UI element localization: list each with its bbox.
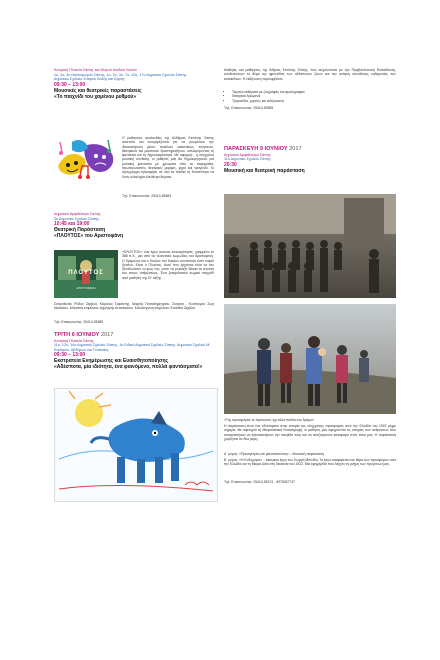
event-title: Εκστρατεία Ενημέρωσης και Ευαισθητοποίησης [54, 358, 169, 365]
date-year: 2017 [100, 332, 114, 338]
event-time: 09:30 – 13:00 [54, 81, 86, 88]
activity-list [224, 90, 402, 103]
event-description: Ο μαθητικός ακολουθίες της Α/Αθμιας Εκπ/σης Σάπης ανιστούν και συνεργάζονται για να γνωρίσουν την ιδεοκατόρυση μέσω ποικίλων εικαστικών, κινητικών, θεατρικών και μουσικών δραστηριοτήτων, καλλιεργώντας τη φαντασία και τη δημιουργικότητα. Με αφορμή... η σύγχρονη μουσική σύνθεση, οι μαθητές μας θα δημιουργήσουν μια μουσική φαντασία με χρώματα από τα παραμύθια, πρωταγωνιστές, θεατρικές μορφές, χορό και τραγούδι. Το πρόγραμμα προσφέρει σε όλα τα παιδιά τη δυνατότητα να δουν ολόκληρα ελεύθερα θέματα. [122, 136, 214, 179]
contact-phone: Τηλ. Επικοινωνίας: 25410-55385 [54, 320, 104, 324]
event-time: 20:30 [224, 161, 237, 168]
program-page [46, 66, 398, 596]
venue: Κεντρική Πλατεία Σάπης και Θερινό παιδικό Λυκείο [54, 68, 137, 72]
child-drawing-dog [54, 388, 218, 502]
historical-refugee-photo [224, 194, 396, 298]
event-date [224, 146, 396, 153]
plutus-poster [54, 250, 118, 298]
event-block-tuesday [54, 332, 216, 370]
activity-item: • Θεατρικά δρώμενα [232, 94, 402, 98]
contact-phone: Τηλ. Επικοινωνίας: 25410-55383 [122, 194, 172, 198]
activity-item: • Ταμπλό εκθέματα με ζωγραφιές και φωτογραφίες [232, 90, 402, 94]
event-date [54, 332, 216, 339]
date-day: ΤΡΙΤΗ 6 ΙΟΥΝΙΟΥ [54, 332, 100, 338]
photo-caption: «Της προσφυγιάς το πρόσωπο: όχι άλλα παιδιά στο δρόμο» [224, 418, 315, 422]
credits: Σκηνοθεσία: Ρόδος Ζερβού, Κάρολος Σαράντης, Νεφέλη Παπαδημητρίου. Σκηνικά - Κοστούμια: Ζωή Νικολάου. Μουσική επιμέλεια: Δημήτρης Αναστασίου. Καλλιτεχνική επιμέλεια: Ευανθία Ζερβού. [54, 302, 214, 311]
event-block-plutus [54, 212, 216, 239]
schools: 11ο, 12ο, 14ο Δημοτικό Σχολείο Σάπης, 1ο Ειδικό Δημοτικό Σχολείο Σάπης, Δημοτικό Σχολείο Μ. Ευμάρου, Αβδήρων και Γενισαίας [54, 343, 211, 352]
event-description: «ΠΛΟΥΤΟΣ»: ένα έργο αιώνιας επικαιρότητας, γραμμένο το 388 π.Χ., μία από τις τελευταίες κωμωδίες του Αριστοφάνη. Ο Χρεμύλος και ο δούλος του Καρίων συναντούν έναν τυφλό ζητιάνο. Είναι ο Πλούτος. Αυτό που έρχονται είναι να του ξαναδώσουν το φως του, ώστε να μοιράζει δίκαια τα πλούτη του στους ανθρώπους. Ένα ξεκαρδιστικό κωμικό παιχνίδι από μαθητές της Στ' τάξης. [122, 250, 214, 280]
event-subtitle: «ΠΛΟΥΤΟΣ» του Αριστοφάνη [54, 233, 124, 240]
poster-subtitle: ΑΡΙΣΤΟΦΑΝΗ [76, 286, 96, 290]
venue: Κεντρική Πλατεία Σάπης [54, 338, 94, 343]
contact-phone: Τηλ. Επικοινωνίας: 25410-55374 - 6975067747 [224, 480, 296, 484]
event-description: Μαθητές και μαθήτριες της Α/θμιας Εκπ/σης Σάπης, που ασχολούνται με την Περιβαλλοντική Εκπαίδευση, αναδεικνύουν το θέμα της φροντίδας των αδέσποτων ζώων και την ανάγκη υπεύθυνης κηδεμονίας των κατοικίδιων. Η εκδήλωση περιλαμβάνει: [224, 68, 396, 81]
schools: 1ο, 2ο, 3ο Νηπιαγωγείο Σάπης, 1ο, 2ο, 3ο, 7ο, 12ο, 17ο Δημοτικό Σχολείο Σάπης [54, 72, 187, 77]
theater-masks-illustration [54, 136, 118, 182]
contact-phone: Τηλ. Επικοινωνίας: 25410-55385 [224, 106, 274, 110]
event-title: Μουσική και θεατρική παράσταση [224, 167, 305, 174]
event-block-music [54, 68, 216, 100]
event-time: 09:30 – 13:00 [54, 352, 86, 359]
event-title: Θεατρική Παράσταση [54, 227, 106, 234]
school: 11ο Δημοτικό Σχολείο Σάπης [224, 157, 271, 162]
part-a: Α΄ μέρος: «Προσφυγιάς και μετανάστευση» – Μουσική παράσταση [224, 452, 324, 456]
event-title: Μουσικές και θεατρικές παραστάσεις [54, 87, 142, 94]
event-block-friday [224, 146, 396, 174]
modern-refugee-photo [224, 304, 396, 414]
venue: Δημοτικό Αμφιθέατρο Σάπης [54, 212, 101, 216]
schools-extra: Δημοτικό Σχολείο Σιταρού Καλής και Ερμής [54, 77, 125, 82]
event-subtitle: «Το παιχνίδι του χαμένου ρυθμού» [54, 93, 137, 100]
date-day: ΠΑΡΑΣΚΕΥΗ 9 ΙΟΥΝΙΟΥ [224, 146, 288, 152]
venue: Δημοτικό Αμφιθέατρο Σάπης [224, 152, 271, 157]
event-time: 10:45 και 19:00 [54, 221, 90, 228]
part-b: Β΄ μέρος: «Η Ενδοχώρα» – θεατρικό έργο του Γιωργή Μπιλίδη. Το έργο αναφέρεται στο θέμα των προσφύγων από την Ελλάδα και τη Μικρά Ασία στη δεκαετία του 1922. Μια εφημερίδα που δείχνει τη μνήμη των προγόνων μας. [224, 458, 396, 467]
date-year: 2017 [289, 146, 302, 152]
poster-title: ΠΛΟΥΤΟΣ [68, 270, 104, 276]
event-subtitle: «Αδέσποτα, μία ιδιότητα, ένα φαινόμενο, πολλά φαντάσματα!» [54, 364, 203, 371]
school: 3ο Δημοτικό Σχολείο Σάπης [54, 216, 99, 221]
event-description: Η παράσταση είναι ένα οδοιπορικό στην ιστορία της σύγχρονης προσφυγιάς από την Ελλάδα του 1922 μέχρι σήμερα. Με αφετηρία τη Μικρασιατική Καταστροφή, οι μαθητές μας αφηγούνται τις ιστορίες των ανθρώπων που αναγκάστηκαν να εγκαταλείψουν την πατρίδα τους και να αναζητήσουν καταφύγιο στον τόπο μας. Η παράσταση χωρίζεται σε δύο μέρη. [224, 424, 396, 441]
activity-item: • Τραγούδια, χορούς και εκδηλώσεις [232, 99, 402, 103]
